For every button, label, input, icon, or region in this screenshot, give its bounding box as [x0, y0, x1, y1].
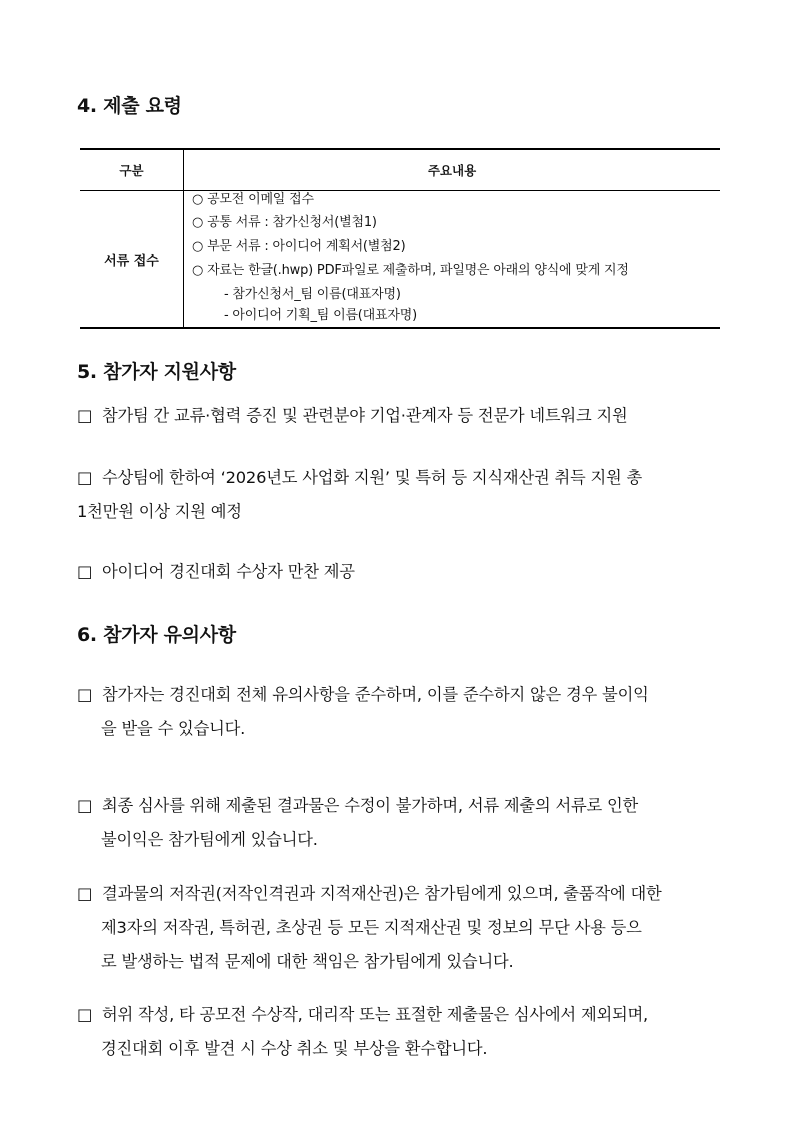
- checkbox-square-icon: □: [77, 884, 93, 903]
- table-row-content: [184, 191, 721, 329]
- submission-table: [80, 148, 720, 329]
- caution-item-text-cont: 을 받을 수 있습니다.: [101, 719, 246, 738]
- table-header-category: 구분: [80, 149, 184, 191]
- table-line: ○ 자료는 한글(.hwp) PDF파일로 제출하며, 파일명은 아래의 양식에 맞게 지정: [192, 263, 629, 278]
- table-line: ○ 부문 서류 : 아이디어 계획서(별첨2): [192, 239, 406, 254]
- table-row-label: 서류 접수: [80, 191, 184, 329]
- checkbox-square-icon: □: [77, 468, 93, 487]
- support-item-text-cont: 1천만원 이상 지원 예정: [77, 502, 242, 521]
- checkbox-square-icon: □: [77, 562, 93, 581]
- support-item: [77, 399, 720, 433]
- checkbox-square-icon: □: [77, 796, 93, 815]
- table-line: - 아이디어 기획_팀 이름(대표자명): [224, 308, 417, 323]
- section-5-title: 5. 참가자 지원사항: [77, 361, 236, 383]
- caution-item-text-cont: 로 발생하는 법적 문제에 대한 책임은 참가팀에게 있습니다.: [101, 952, 514, 971]
- caution-item-text-cont: 불이익은 참가팀에게 있습니다.: [101, 830, 318, 849]
- caution-item: [77, 998, 720, 1066]
- checkbox-square-icon: □: [77, 406, 93, 425]
- table-line: ○ 공통 서류 : 참가신청서(별첨1): [192, 215, 377, 230]
- caution-item-text-cont: 제3자의 저작권, 특허권, 초상권 등 모든 지적재산권 및 정보의 무단 사용 등으: [101, 918, 642, 937]
- table-line: - 참가신청서_팀 이름(대표자명): [224, 287, 401, 302]
- checkbox-square-icon: □: [77, 1005, 93, 1024]
- caution-item-text: 참가자는 경진대회 전체 유의사항을 준수하며, 이를 준수하지 않은 경우 불이익: [101, 685, 649, 704]
- support-item-text: 참가팀 간 교류·협력 증진 및 관련분야 기업·관계자 등 전문가 네트워크 지원: [101, 406, 628, 425]
- table-line: ○ 공모전 이메일 접수: [192, 192, 314, 207]
- caution-item: [77, 678, 720, 746]
- table-header-row: [80, 149, 720, 191]
- section-4-title: 4. 제출 요령: [77, 95, 182, 117]
- caution-item-text: 허위 작성, 타 공모전 수상작, 대리작 또는 표절한 제출물은 심사에서 제외되며,: [101, 1005, 649, 1024]
- support-item-text: 아이디어 경진대회 수상자 만찬 제공: [101, 562, 355, 581]
- table-row: [80, 191, 720, 329]
- support-item: [77, 555, 720, 589]
- support-item: [77, 461, 720, 529]
- caution-item-text-cont: 경진대회 이후 발견 시 수상 취소 및 부상을 환수합니다.: [101, 1039, 488, 1058]
- caution-item-text: 최종 심사를 위해 제출된 결과물은 수정이 불가하며, 서류 제출의 서류로 인한: [101, 796, 639, 815]
- caution-item: [77, 789, 720, 857]
- support-item-text: 수상팀에 한하여 ‘2026년도 사업화 지원’ 및 특허 등 지식재산권 취득 지원 총: [101, 468, 643, 487]
- table-header-content: 주요내용: [184, 149, 721, 191]
- checkbox-square-icon: □: [77, 685, 93, 704]
- section-6-title: 6. 참가자 유의사항: [77, 624, 236, 646]
- caution-item-text: 결과물의 저작권(저작인격권과 지적재산권)은 참가팀에게 있으며, 출품작에 대한: [101, 884, 662, 903]
- caution-item: [77, 877, 720, 979]
